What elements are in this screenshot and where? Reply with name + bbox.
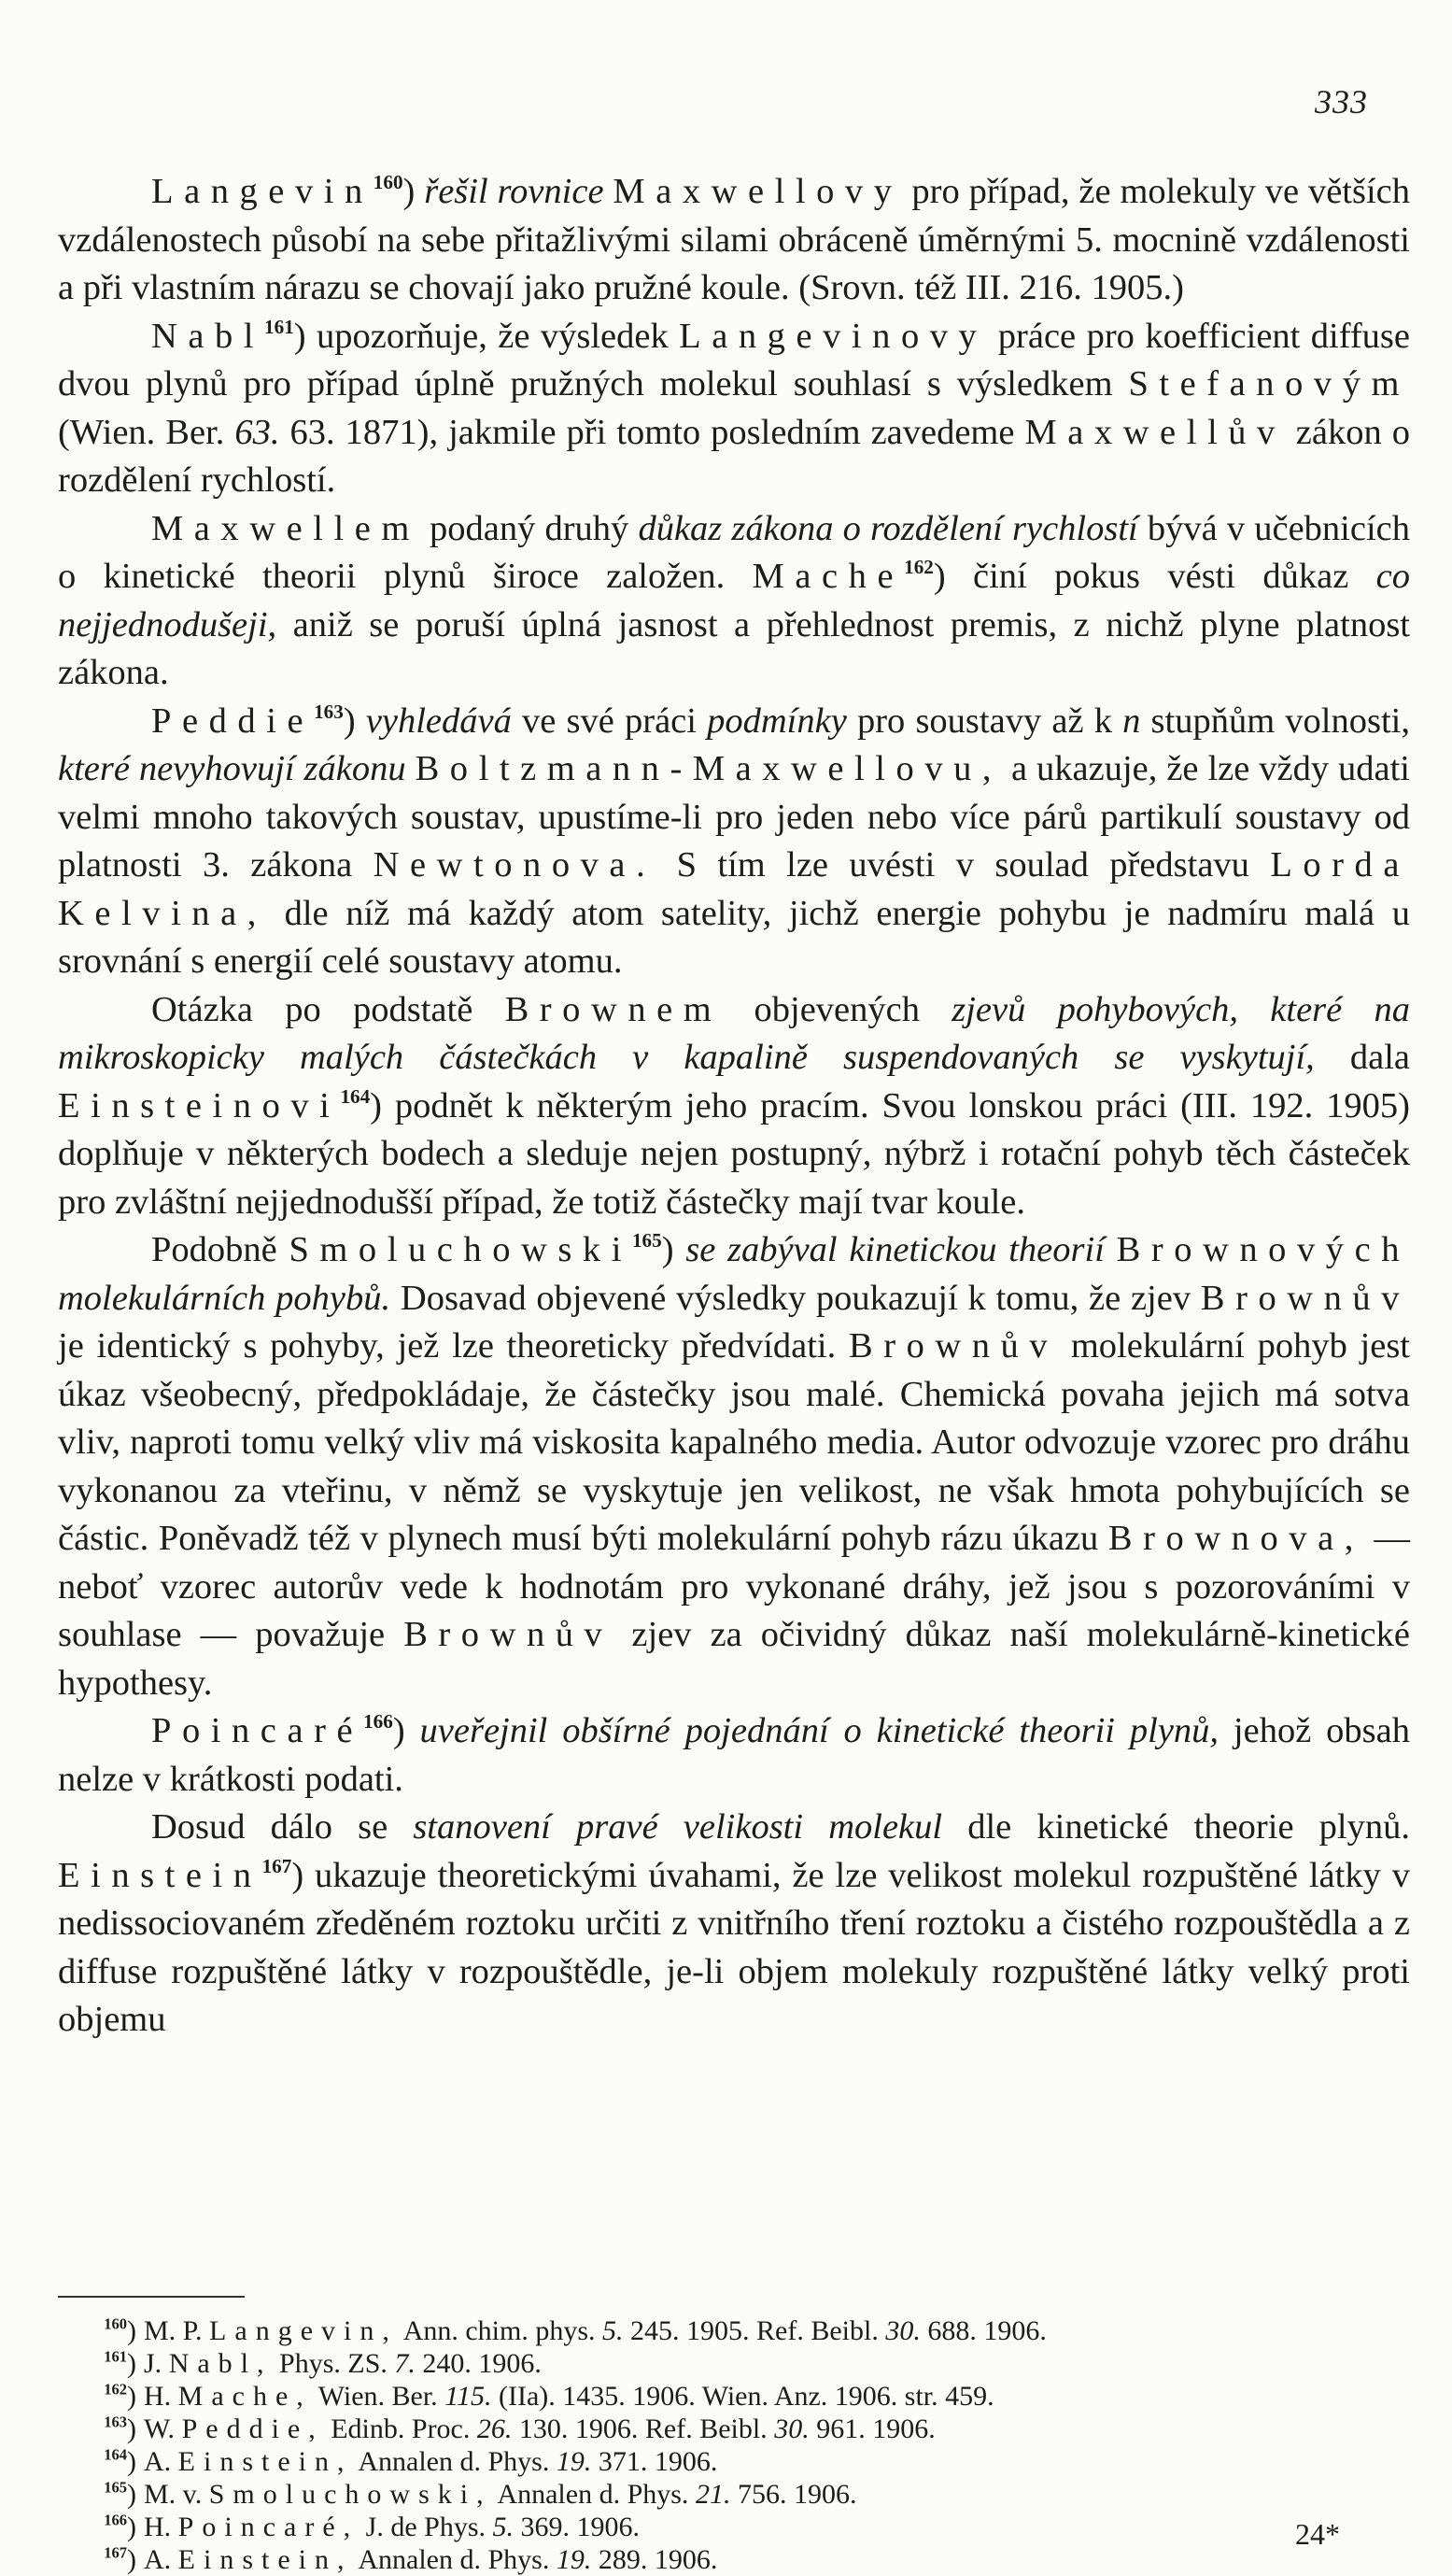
text-run: 961. 1906. xyxy=(809,2413,936,2444)
text-run: Ann. chim. phys. xyxy=(397,2315,603,2346)
footnote-number: $^{165}$) xyxy=(104,2478,136,2510)
spaced-name: Langevinovy xyxy=(679,316,988,356)
text-run: dle níž má každý atom satelity, jichž energie pohybu je nadmíru malá u srovnání s energií celé soustavy atomu. xyxy=(58,893,1410,981)
text-run: H. xyxy=(144,2512,178,2542)
italic-text: které nevyhovují zákonu xyxy=(58,749,406,788)
text-run: bývá v učebnicích o kinetické theorii plynů široce založen. xyxy=(58,508,1410,596)
italic-text: 19. xyxy=(556,2446,592,2477)
footnote-number-value: 162 xyxy=(104,2380,127,2399)
text-run: 63. 1871), jakmile při tomto posledním zavedeme xyxy=(279,412,1025,452)
spaced-name: Mache, xyxy=(177,2381,312,2412)
spaced-name: Nabl, xyxy=(168,2348,273,2379)
paragraph xyxy=(58,1226,1410,1707)
text-run: Dosud dálo se xyxy=(151,1807,414,1847)
footnote xyxy=(58,2511,1410,2543)
text-run: Otázka po podstatě xyxy=(151,989,505,1029)
text-run: práce pro koefficient diffuse dvou plynů pro případ úplně pružných molekul souhlasí s výsledkem xyxy=(58,316,1411,403)
text-run: a ukazuje, že lze vždy udati velmi mnoho takových soustav, upustíme-li pro jeden nebo více párů partikulí soustavy od platnosti 3. zákona xyxy=(58,749,1410,885)
spaced-name: Brownových xyxy=(1116,1230,1411,1269)
footnote xyxy=(58,2445,1410,2478)
italic-text: 5. xyxy=(602,2315,624,2346)
spaced-name: Einsteinovi xyxy=(58,1085,341,1125)
spaced-name: Maxwellovy xyxy=(613,172,903,211)
footnote xyxy=(58,2347,1410,2380)
text-run: pro případ, že molekuly ve větších vzdálenostech působí na sebe přitažlivými silami obráceně úměrnými 5. mocnině vzdálenosti a při vlastním nárazu se chovají jako pružné koule. (Srovn. též III. 216. 1905.) xyxy=(58,172,1411,307)
paragraph xyxy=(58,1707,1410,1804)
footnote-ref: 164 xyxy=(340,1084,371,1108)
italic-text: uveřejnil obšírné pojednání o kinetické theorii plynů, xyxy=(419,1711,1219,1750)
spaced-name: Lorda Kelvina, xyxy=(58,845,1410,933)
text-run: J. xyxy=(144,2348,169,2379)
spaced-name: Einstein xyxy=(58,1855,262,1895)
italic-text: řešil rovnice xyxy=(424,172,604,211)
spaced-name: Nabl xyxy=(151,316,265,356)
text-run: W. xyxy=(144,2413,182,2444)
italic-text: 19. xyxy=(556,2544,592,2575)
footnote xyxy=(58,2543,1410,2576)
text-run xyxy=(1105,1230,1117,1269)
text-run: Annalen d. Phys. xyxy=(491,2479,696,2510)
italic-text: co nejjednodušeji, xyxy=(58,557,1410,644)
spaced-name: Mache xyxy=(752,557,905,596)
footnote-ref: 163 xyxy=(314,700,344,723)
italic-text: zjevů pohybových, které na mikroskopicky malých částečkách v kapalině suspendovaných se vyskytují, xyxy=(58,989,1410,1077)
text-run: stupňům volnosti, xyxy=(1140,701,1411,741)
text-run: J. de Phys. xyxy=(359,2512,493,2542)
text-run: H. xyxy=(144,2381,178,2412)
text-run: Phys. ZS. xyxy=(272,2348,395,2379)
footnote-number-value: 167 xyxy=(104,2543,127,2562)
text-run: — neboť vzorec autorův vede k hodnotám pro vykonané dráhy, jež jsou s pozorováními v souhlase — považuje xyxy=(58,1519,1411,1654)
spaced-name: Brownem xyxy=(504,989,723,1029)
footnote-number-value: 163 xyxy=(104,2413,127,2431)
footnote-ref: 165 xyxy=(631,1229,662,1253)
italic-text: se zabýval kinetickou theorií xyxy=(685,1230,1105,1269)
spaced-name: Maxwellův xyxy=(1024,412,1286,452)
text-run: Edinb. Proc. xyxy=(323,2413,477,2444)
footnote xyxy=(58,2478,1410,2511)
spaced-name: Newtonova. xyxy=(373,845,656,885)
italic-text: vyhledává xyxy=(365,701,512,741)
spaced-name: Poincaré xyxy=(151,1711,364,1750)
italic-text: n xyxy=(1122,701,1141,741)
text-run: zjev za očividný důkaz naší molekulárně-kinetické hypothesy. xyxy=(58,1615,1410,1703)
text-run: 756. 1906. xyxy=(730,2479,857,2510)
spaced-name: Boltzmann-Maxwellovu, xyxy=(415,749,1003,788)
spaced-name: Einstein, xyxy=(177,2446,353,2477)
spaced-name: Einstein, xyxy=(177,2544,353,2575)
text-run: 130. 1906. Ref. Beibl. xyxy=(512,2413,775,2444)
text-run: ) xyxy=(661,1230,686,1269)
text-run: M. P. xyxy=(144,2315,210,2346)
text-run: pro soustavy až k xyxy=(846,701,1123,741)
spaced-name: Peddie, xyxy=(181,2413,324,2444)
text-run: dle kinetické theorie plynů. xyxy=(942,1807,1410,1847)
footnote-number: $^{166}$) xyxy=(104,2511,136,2542)
paragraph xyxy=(58,986,1410,1227)
text-run: ) upozorňuje, že výsledek xyxy=(293,316,680,356)
spaced-name: Brownova, xyxy=(1107,1519,1364,1558)
text-run: molekulární pohyb jest úkaz všeobecný, předpokládaje, že částečky jsou malé. Chemická povaha jejich má sotva vliv, naproti tomu velký vliv má viskosita kapalného media. Autor odvozuje vzorec pro dráhu vykonanou za vteřinu, v němž se vyskytuje jen velikost, ne však hmota pohybujících se částic. Poněvadž též v plynech musí býti molekulární pohyb rázu úkazu xyxy=(58,1326,1410,1558)
text-run: M. v. xyxy=(144,2479,209,2510)
text-run: je identický s pohyby, jež lze theoreticky předvídati. xyxy=(58,1326,849,1366)
footnote-ref: 167 xyxy=(261,1854,292,1877)
paragraph xyxy=(58,698,1410,986)
text-run: A. xyxy=(144,2544,178,2575)
spaced-name: Smoluchowski, xyxy=(208,2479,492,2510)
text-run: ) podnět k některým jeho pracím. Svou lonskou práci (III. 192. 1905) doplňuje v některých bodech a sleduje nejen postupný, nýbrž i rotační pohyb těch částeček pro zvláštní nejjednodušší případ, že totiž částečky mají tvar koule. xyxy=(58,1085,1410,1222)
body-text xyxy=(58,168,1410,2045)
paragraph xyxy=(58,168,1410,313)
text-run: ) xyxy=(402,172,425,211)
footnotes xyxy=(58,2314,1410,2576)
italic-text: 26. xyxy=(476,2413,513,2444)
italic-text: 30. xyxy=(774,2413,810,2444)
paragraph xyxy=(58,1804,1410,2045)
italic-text: podmínky xyxy=(707,701,847,741)
spaced-name: Stefanovým xyxy=(1128,364,1410,403)
text-run: ) ukazuje theoretickými úvahami, že lze velikost molekul rozpuštěné látky v nedissociovaném zředěném roztoku určiti z vnitřního tření roztoku a čistého rozpouštědla a z diffuse rozpuštěné látky v rozpouštědle, je-li objem molekuly rozpuštěné látky velký proti objemu xyxy=(58,1855,1410,2039)
paragraph xyxy=(58,313,1410,505)
spaced-name: Langevin, xyxy=(209,2315,398,2346)
footnote-number: $^{161}$) xyxy=(104,2347,136,2379)
footnote-ref: 160 xyxy=(373,171,403,194)
text-run: Annalen d. Phys. xyxy=(352,2544,557,2575)
italic-text: stanovení pravé velikosti molekul xyxy=(413,1807,943,1847)
text-run: Podobně xyxy=(151,1230,289,1269)
text-run: Annalen d. Phys. xyxy=(352,2446,557,2477)
italic-text: molekulárních pohybů. xyxy=(58,1278,391,1318)
text-run: 688. 1906. xyxy=(920,2315,1047,2346)
text-run: 369. 1906. xyxy=(514,2512,640,2542)
footnote-number: $^{163}$) xyxy=(104,2413,136,2444)
footnote xyxy=(58,2413,1410,2445)
text-run: ) činí pokus vésti důkaz xyxy=(933,557,1376,596)
text-run: ) xyxy=(343,701,366,741)
spaced-name: Brownův xyxy=(1200,1278,1410,1318)
text-run: Dosavad objevené výsledky poukazují k tomu, že zjev xyxy=(390,1278,1201,1318)
italic-text: 63. xyxy=(234,412,280,452)
footnote-number: $^{162}$) xyxy=(104,2380,136,2412)
signature-mark: 24* xyxy=(1295,2517,1340,2551)
text-run: (IIa). 1435. 1906. Wien. Anz. 1906. str. 459. xyxy=(491,2381,994,2412)
footnote-number-value: 161 xyxy=(104,2347,127,2366)
text-run: 245. 1905. Ref. Beibl. xyxy=(623,2315,886,2346)
spaced-name: Brownův xyxy=(403,1615,613,1654)
text-run: podaný druhý xyxy=(419,508,639,548)
text-run xyxy=(604,172,613,211)
footnote-number-value: 164 xyxy=(104,2445,127,2464)
footnote xyxy=(58,2380,1410,2413)
footnote xyxy=(58,2314,1410,2347)
text-run: aniž se poruší úplná jasnost a přehlednost premis, z nichž plyne platnost zákona. xyxy=(58,604,1410,692)
text-run: ve své práci xyxy=(511,701,708,741)
text-run: 240. 1906. xyxy=(415,2348,542,2379)
italic-text: 5. xyxy=(492,2512,514,2542)
spaced-name: Brownův xyxy=(848,1326,1059,1366)
page-number: 333 xyxy=(1315,83,1368,120)
footnote-number-value: 160 xyxy=(104,2314,127,2333)
spaced-name: Peddie xyxy=(151,701,315,741)
footnote-number-value: 166 xyxy=(104,2511,127,2529)
italic-text: 115. xyxy=(444,2381,492,2412)
text-run xyxy=(406,749,416,788)
spaced-name: Poincaré, xyxy=(177,2512,359,2542)
italic-text: 21. xyxy=(695,2479,731,2510)
spaced-name: Smoluchowski xyxy=(289,1230,632,1269)
footnote-number: $^{167}$) xyxy=(104,2543,136,2575)
footnote-number-value: 165 xyxy=(104,2478,127,2497)
footnote-ref: 166 xyxy=(363,1710,393,1734)
italic-text: důkaz zákona o rozdělení rychlostí xyxy=(638,508,1138,548)
footnote-number: $^{160}$) xyxy=(104,2314,136,2346)
spaced-name: Maxwellem xyxy=(151,508,420,548)
text-run: zákon o rozdělení rychlostí. xyxy=(58,412,1410,500)
italic-text: 30. xyxy=(885,2315,921,2346)
text-run: 289. 1906. xyxy=(591,2544,718,2575)
footnote-ref: 162 xyxy=(904,556,934,579)
text-run: ) xyxy=(392,1711,420,1750)
footnote-ref: 161 xyxy=(264,315,294,338)
text-run: 371. 1906. xyxy=(591,2446,718,2477)
paragraph xyxy=(58,505,1410,698)
text-run: objevených xyxy=(722,989,952,1029)
text-run: S tím lze uvésti v soulad představu xyxy=(656,845,1271,885)
text-run: A. xyxy=(144,2446,178,2477)
footnote-rule xyxy=(58,2296,245,2298)
italic-text: 7. xyxy=(394,2348,416,2379)
spaced-name: Langevin xyxy=(151,172,374,211)
footnote-number: $^{164}$) xyxy=(104,2445,136,2477)
text-run: dala xyxy=(1314,1038,1410,1077)
text-run: (Wien. Ber. xyxy=(58,412,235,452)
text-run: Wien. Ber. xyxy=(311,2381,445,2412)
text-run: jehož obsah nelze v krátkosti podati. xyxy=(58,1711,1410,1799)
